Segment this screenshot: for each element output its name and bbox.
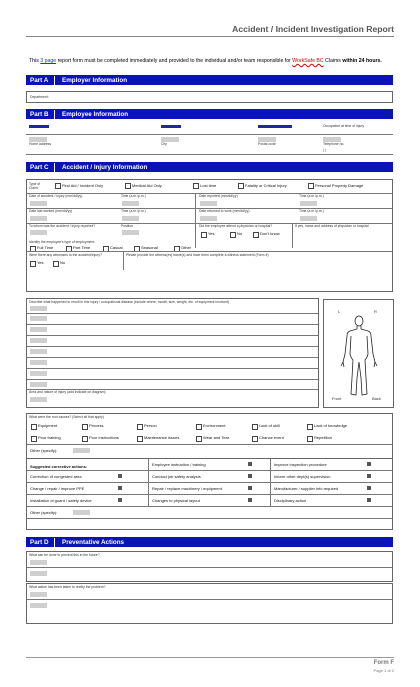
action-repair-label: Repair / replace machinery / equipment	[152, 486, 222, 491]
position-label: Position	[121, 224, 134, 228]
diagram-front-label: Front	[332, 396, 342, 401]
action-inspection-checkbox[interactable]	[367, 462, 371, 466]
suggested-actions-label: Suggested corrective actions:	[30, 464, 88, 469]
body-diagram[interactable]	[323, 299, 394, 408]
part-a-header	[26, 75, 393, 85]
occupation-label: Occupation at time of injury	[323, 124, 365, 128]
date-last-worked-field[interactable]	[30, 216, 47, 221]
cause-lack-skill-checkbox[interactable]	[252, 424, 258, 430]
cause-repetition-checkbox[interactable]	[307, 436, 313, 442]
cause-wear-tear-checkbox[interactable]	[196, 436, 202, 442]
claim-fatality-checkbox[interactable]	[238, 183, 244, 189]
date-returned-field[interactable]	[200, 216, 217, 221]
diagram-left-label: L	[338, 309, 341, 314]
emp-fulltime-label: Full Time	[37, 245, 54, 250]
claim-first-aid-label: First Aid / Incident Only	[62, 183, 104, 188]
cause-other-label: Other (specify):	[30, 448, 58, 453]
action-layout-label: Changes to physical layout	[152, 498, 200, 503]
action-manufacturer-label: Manufacturer / supplier info required	[274, 486, 339, 491]
cause-poor-instructions-label: Poor instructions	[89, 435, 119, 440]
postal-code-label: Postal code	[258, 142, 276, 146]
claim-medical-aid-checkbox[interactable]	[125, 183, 131, 189]
part-d-label: Part D	[30, 539, 49, 546]
time-accident-label: Time (a.m./p.m.)	[121, 194, 146, 198]
home-address-label: Home address	[29, 142, 52, 146]
time-returned-field[interactable]	[300, 216, 317, 221]
root-causes-box	[26, 413, 393, 459]
human-figure-icon	[338, 314, 380, 398]
telephone-field[interactable]: ( )	[323, 148, 327, 152]
describe-line-3[interactable]	[30, 327, 47, 332]
department-label: Department:	[30, 95, 49, 99]
cause-poor-training-checkbox[interactable]	[31, 436, 37, 442]
footer-divider	[26, 657, 394, 658]
date-accident-label: Date of accident / injury (mm/dd/yy)	[29, 194, 83, 198]
action-instruction-checkbox[interactable]	[248, 462, 252, 466]
city-label: City	[161, 142, 167, 146]
intro-claims: Claims	[323, 58, 343, 64]
physician-yes-checkbox[interactable]	[201, 232, 207, 238]
time-last-worked-field[interactable]	[122, 216, 139, 221]
emp-parttime-label: Part Time	[73, 245, 91, 250]
date-accident-field[interactable]	[30, 201, 47, 206]
claim-lost-time-checkbox[interactable]	[193, 183, 199, 189]
employment-type-label: Identify the employee's type of employment:	[29, 240, 96, 244]
header-divider	[26, 36, 394, 37]
nature-of-injury-field[interactable]	[30, 397, 47, 402]
part-b-title: Employee Information	[62, 111, 129, 118]
action-ppe-label: Change / repair / improve PPE	[30, 486, 85, 491]
describe-line-6[interactable]	[30, 360, 47, 365]
form-id: Form F	[373, 660, 394, 666]
diagram-back-label: Back	[372, 396, 381, 401]
diagram-right-label: R	[374, 309, 377, 314]
action-congested-checkbox[interactable]	[118, 474, 122, 478]
part-a-title: Employer Information	[62, 77, 128, 84]
nature-of-injury-label: Area and nature of injury (add indicate on diagram)	[29, 390, 106, 394]
action-disciplinary-checkbox[interactable]	[367, 498, 371, 502]
describe-line-2[interactable]	[30, 316, 47, 321]
cause-maintenance-label: Maintenance issues	[144, 435, 180, 440]
physician-question: Did the employee attend a physician or hospital?	[199, 224, 273, 228]
cause-poor-instructions-checkbox[interactable]	[82, 436, 88, 442]
time-accident-field[interactable]	[122, 201, 139, 206]
rectify-box	[26, 583, 393, 624]
part-a-box	[26, 91, 393, 103]
time-reported-field[interactable]	[300, 201, 317, 206]
type-of-claim-label: Type of Claim:	[29, 182, 41, 190]
prevent-line-1[interactable]	[30, 560, 47, 565]
claim-first-aid-checkbox[interactable]	[55, 183, 61, 189]
describe-line-7[interactable]	[30, 371, 47, 376]
cause-maintenance-checkbox[interactable]	[137, 436, 143, 442]
part-c-label: Part C	[30, 164, 49, 171]
action-ppe-checkbox[interactable]	[118, 486, 122, 490]
action-inspection-label: Improve inspection procedure	[274, 462, 327, 467]
time-last-worked-label: Time (a.m./p.m.)	[121, 209, 146, 213]
time-returned-label: Time (a.m./p.m.)	[299, 209, 324, 213]
part-b-label: Part B	[30, 111, 49, 118]
cause-process-label: Process	[89, 423, 104, 428]
action-inform-label: Inform other dept(s) supervision	[274, 474, 331, 479]
reported-to-field[interactable]	[30, 230, 47, 235]
cause-lack-knowledge-checkbox[interactable]	[307, 424, 313, 430]
action-inform-checkbox[interactable]	[367, 474, 371, 478]
part-d-title: Preventative Actions	[62, 539, 125, 546]
last-name-field[interactable]	[29, 125, 49, 128]
accident-details-box	[26, 179, 393, 292]
action-guard-label: Installation of guard / safety device	[30, 498, 92, 503]
intro-page-count: 3 page	[40, 58, 57, 64]
physician-yes-label: Yes	[208, 231, 215, 236]
witness-no-label: No	[60, 260, 66, 265]
date-reported-label: Date reported (mm/dd/yy)	[199, 194, 238, 198]
describe-line-4[interactable]	[30, 338, 47, 343]
action-congested-label: Correction of congested area	[30, 474, 82, 479]
cause-process-checkbox[interactable]	[82, 424, 88, 430]
cause-person-label: Person	[144, 423, 157, 428]
cause-other-field[interactable]	[73, 448, 90, 453]
witness-no-checkbox[interactable]	[53, 261, 59, 267]
prevent-question: What can be done to prevent this in the future?	[29, 553, 100, 557]
part-a-label: Part A	[30, 77, 49, 84]
cause-environment-checkbox[interactable]	[196, 424, 202, 430]
cause-repetition-label: Repetition	[314, 435, 333, 440]
cause-lack-skill-label: Lack of skill	[259, 423, 280, 428]
action-repair-checkbox[interactable]	[248, 486, 252, 490]
describe-line-8[interactable]	[30, 382, 47, 387]
date-last-worked-label: Date last worked (mm/dd/yy)	[29, 209, 73, 213]
cause-wear-tear-label: Wear and Tear	[203, 435, 230, 440]
action-jsa-label: Conduct job safety analysis	[152, 474, 201, 479]
intro-part-3: report form must be completed immediately and provided to the individual and/or team responsible for	[56, 58, 293, 64]
root-causes-label: What were the root causes? (Select all that apply)	[29, 415, 104, 419]
page-number: Page 1 of 2	[373, 668, 394, 673]
emp-seasonal-label: Seasonal	[141, 245, 158, 250]
witness-yes-label: Yes	[37, 260, 44, 265]
physician-dontknow-label: Don't know	[260, 231, 280, 236]
intro-part-1: This	[29, 58, 41, 64]
date-returned-label: Date returned to work (mm/dd/yy)	[199, 209, 250, 213]
cause-environment-label: Environment	[203, 423, 226, 428]
rectify-line-1[interactable]	[30, 592, 47, 597]
rectify-question: What action has been taken to rectify the problem?	[29, 585, 106, 589]
physician-no-label: No	[237, 231, 243, 236]
action-manufacturer-checkbox[interactable]	[367, 486, 371, 490]
intro-worksafe: WorkSafe BC	[292, 58, 324, 64]
cause-equipment-label: Equipment	[38, 423, 58, 428]
cause-chance-label: Chance event	[259, 435, 284, 440]
witnesses-note: Please provide the witness(es) name(s) and have them complete a witness statement (Form #)	[126, 253, 269, 257]
corrective-actions-box	[26, 458, 393, 530]
position-field[interactable]	[122, 230, 139, 235]
cause-equipment-checkbox[interactable]	[31, 424, 37, 430]
action-guard-checkbox[interactable]	[118, 498, 122, 502]
employee-id-field[interactable]	[258, 125, 292, 128]
report-title: Accident / Incident Investigation Report	[232, 24, 394, 34]
action-instruction-label: Employee instruction / training	[152, 462, 206, 467]
claim-fatality-label: Fatality or Critical Injury	[245, 183, 287, 188]
rectify-line-2[interactable]	[30, 603, 47, 608]
part-b-header	[26, 109, 393, 119]
witness-yes-checkbox[interactable]	[30, 261, 36, 267]
action-disciplinary-label: Disciplinary action	[274, 498, 307, 503]
cause-poor-training-label: Poor training	[38, 435, 61, 440]
cause-chance-checkbox[interactable]	[252, 436, 258, 442]
intro-deadline: within 24 hours.	[342, 58, 382, 64]
claim-property-label: Personal Property Damage	[315, 183, 364, 188]
describe-line-5[interactable]	[30, 349, 47, 354]
cause-lack-knowledge-label: Lack of knowledge	[314, 423, 348, 428]
part-b-box	[26, 122, 393, 156]
reported-to-label: To whom was the accident / injury reported?	[29, 224, 96, 228]
physician-no-checkbox[interactable]	[230, 232, 236, 238]
claim-medical-aid-label: Medical Aid Only	[132, 183, 162, 188]
cause-person-checkbox[interactable]	[137, 424, 143, 430]
describe-label: Describe what happened to result in this injury / occupational disease (include where, model, size, weight, etc. of equipment involved)	[29, 300, 229, 304]
date-reported-field[interactable]	[200, 201, 217, 206]
telephone-label: Telephone no.	[323, 142, 345, 146]
intro-text	[29, 58, 393, 64]
prevent-line-2[interactable]	[30, 571, 47, 576]
emp-casual-label: Casual	[110, 245, 123, 250]
part-c-title: Accident / Injury Information	[62, 164, 148, 171]
claim-lost-time-label: Lost time	[200, 183, 217, 188]
prevent-box	[26, 551, 393, 582]
first-name-field[interactable]	[161, 125, 181, 128]
describe-line-1[interactable]	[30, 306, 47, 311]
describe-section	[26, 298, 393, 408]
physician-dontknow-checkbox[interactable]	[253, 232, 259, 238]
claim-property-checkbox[interactable]	[308, 183, 314, 189]
emp-other-label: Other	[181, 245, 192, 250]
witnesses-question: Were there any witnesses to the accident/injury?	[29, 253, 102, 257]
physician-name-label: If yes, name and address of physician or hospital	[295, 224, 369, 228]
action-other-field[interactable]	[73, 510, 90, 515]
part-c-header	[26, 162, 393, 172]
time-reported-label: Time (a.m./p.m.)	[299, 194, 324, 198]
action-layout-checkbox[interactable]	[248, 498, 252, 502]
part-d-header	[26, 537, 393, 547]
action-jsa-checkbox[interactable]	[248, 474, 252, 478]
action-other-label: Other (specify):	[30, 510, 58, 515]
